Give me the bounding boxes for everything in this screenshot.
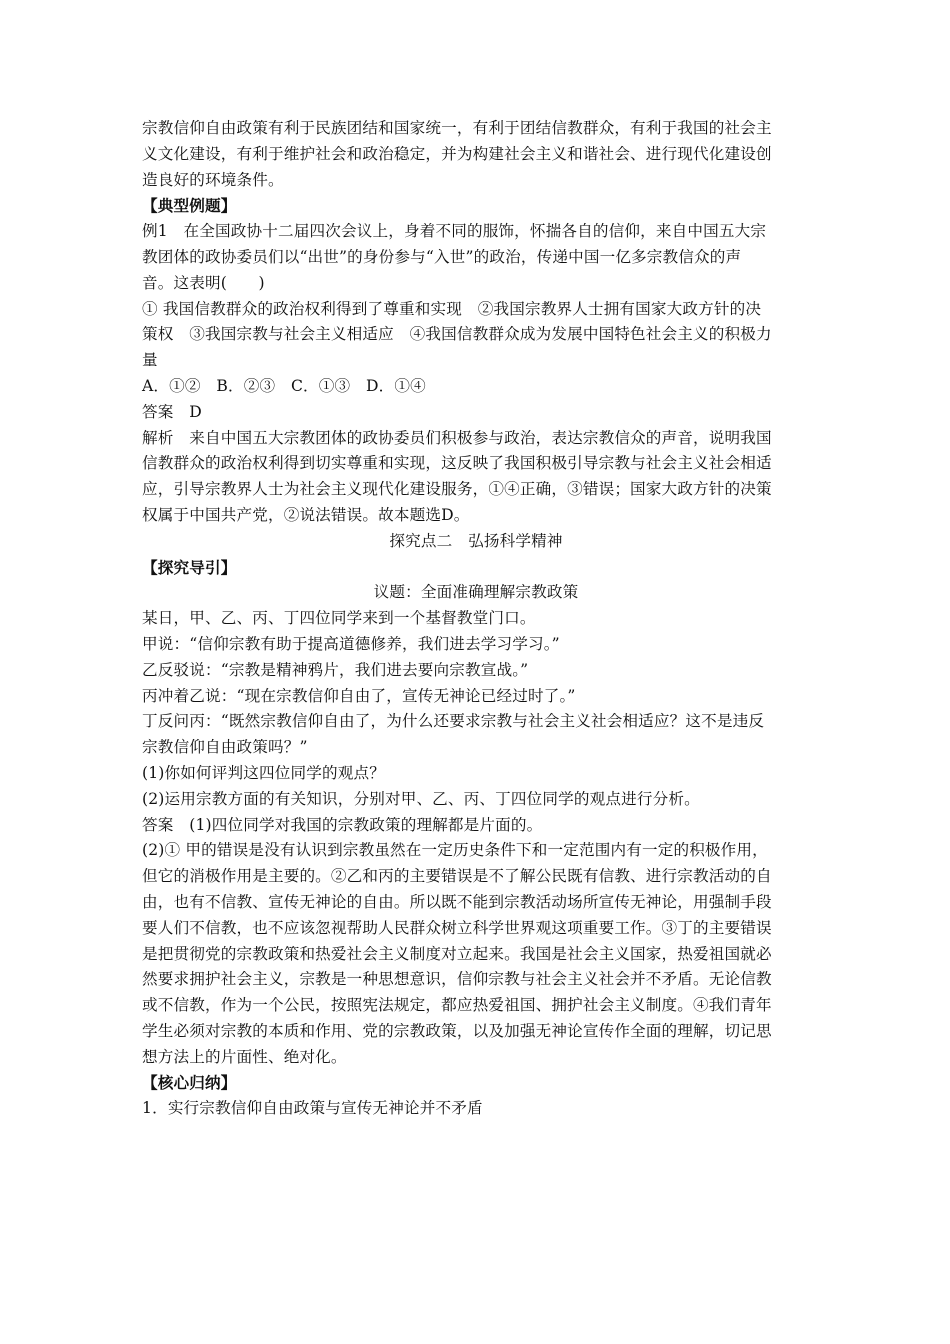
text-line: 丙冲着乙说：“现在宗教信仰自由了，宣传无神论已经过时了。”: [142, 686, 576, 705]
text-line: 策权 ③我国宗教与社会主义相适应 ④我国信教群众成为发展中国特色社会主义的积极力: [142, 325, 772, 344]
text-line: 义文化建设，有利于维护社会和政治稳定，并为构建社会主义和谐社会、进行现代化建设创: [142, 144, 772, 163]
text-line: 解析 来自中国五大宗教团体的政协委员们积极参与政治，表达宗教信众的声音，说明我国: [142, 428, 772, 447]
text-line: 要人们不信教，也不应该忽视帮助人民群众树立科学世界观这项重要工作。③丁的主要错误: [142, 918, 772, 937]
text-line: 甲说：“信仰宗教有助于提高道德修养，我们进去学习学习。”: [142, 634, 560, 653]
text-line: 教团体的政协委员们以“出世”的身份参与“入世”的政治，传递中国一亿多宗教信众的声: [142, 247, 742, 266]
text-line: 答案 (1)四位同学对我国的宗教政策的理解都是片面的。: [142, 815, 543, 834]
text-line: 想方法上的片面性、绝对化。: [142, 1047, 347, 1066]
text-line: 某日，甲、乙、丙、丁四位同学来到一个基督教堂门口。: [142, 609, 536, 628]
text-line: 权属于中国共产党，②说法错误。故本题选D。: [142, 505, 470, 524]
text-line: 例1 在全国政协十二届四次会议上，身着不同的服饰，怀揣各自的信仰，来自中国五大宗: [142, 222, 767, 241]
text-line: 是把贯彻党的宗教政策和热爱社会主义制度对立起来。我国是社会主义国家，热爱祖国就必: [142, 944, 772, 963]
text-line: 但它的消极作用是主要的。②乙和丙的主要错误是不了解公民既有信教、进行宗教活动的自: [142, 867, 772, 886]
text-line: 乙反驳说：“宗教是精神鸦片，我们进去要向宗教宣战。”: [142, 660, 529, 679]
text-line: 量: [142, 351, 158, 370]
section-heading: 【核心归纳】: [142, 1073, 237, 1093]
text-line: ① 我国信教群众的政治权利得到了尊重和实现 ②我国宗教界人士拥有国家大政方针的决: [142, 299, 762, 318]
text-line: (1)你如何评判这四位同学的观点？: [142, 763, 385, 782]
document-page: [142, 116, 810, 1122]
text-line: 学生必须对宗教的本质和作用、党的宗教政策，以及加强无神论宣传作全面的理解，切记思: [142, 1021, 772, 1040]
centered-heading: 探究点二 弘扬科学精神: [389, 531, 563, 550]
text-line: 答案 D: [142, 402, 202, 421]
text-line: 由，也有不信教、宣传无神论的自由。所以既不能到宗教活动场所宣传无神论，用强制手段: [142, 892, 772, 911]
text-line: 宗教信仰自由政策吗？”: [142, 738, 308, 757]
text-line: 然要求拥护社会主义，宗教是一种思想意识，信仰宗教与社会主义社会并不矛盾。无论信教: [142, 970, 772, 989]
text-line: (2)运用宗教方面的有关知识，分别对甲、乙、丙、丁四位同学的观点进行分析。: [142, 789, 700, 808]
text-line: 应，引导宗教界人士为社会主义现代化建设服务，①④正确，③错误；国家大政方针的决策: [142, 480, 772, 499]
text-line: 丁反问丙：“既然宗教信仰自由了，为什么还要求宗教与社会主义社会相适应？这不是违反: [142, 712, 765, 731]
text-line: 或不信教，作为一个公民，按照宪法规定，都应热爱祖国、拥护社会主义制度。④我们青年: [142, 996, 772, 1015]
text-line: 造良好的环境条件。: [142, 170, 284, 189]
text-line: 信教群众的政治权利得到切实尊重和实现，这反映了我国积极引导宗教与社会主义社会相适: [142, 454, 772, 473]
text-line: 1．实行宗教信仰自由政策与宣传无神论并不矛盾: [142, 1099, 483, 1118]
text-line: A．①② B．②③ C．①③ D．①④: [142, 376, 426, 395]
centered-heading: 议题：全面准确理解宗教政策: [373, 583, 579, 602]
text-line: 音。这表明( ): [142, 273, 265, 292]
text-line: (2)① 甲的错误是没有认识到宗教虽然在一定历史条件下和一定范围内有一定的积极作用，: [142, 841, 768, 860]
section-heading: 【典型例题】: [142, 196, 237, 216]
section-heading: 【探究导引】: [142, 557, 237, 577]
text-line: 宗教信仰自由政策有利于民族团结和国家统一，有利于团结信教群众，有利于我国的社会主: [142, 119, 772, 137]
